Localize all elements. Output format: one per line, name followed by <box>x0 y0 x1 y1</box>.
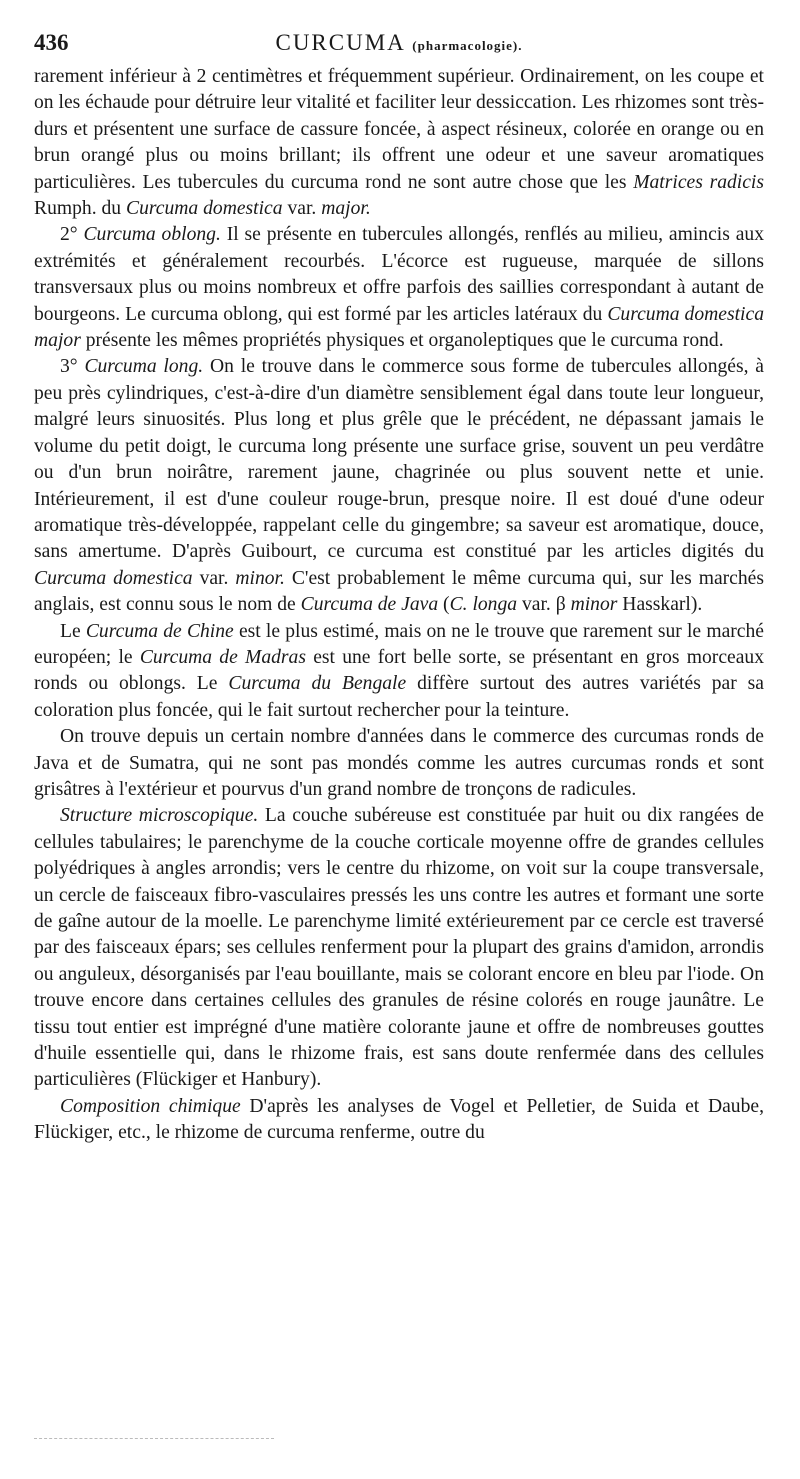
paragraph-7 <box>34 1094 764 1147</box>
paragraph-3 <box>34 354 764 618</box>
italic-run: Structure microscopique. <box>60 805 259 827</box>
paragraph-6 <box>34 803 764 1093</box>
running-head-title: CURCUMA <box>275 30 405 55</box>
italic-run: Curcuma de Chine <box>85 620 234 642</box>
text-run: 3° <box>60 356 85 378</box>
text-run: D'après les analyses de Vogel et Pelletier, de Suida et Daube, Flückiger, etc., le rhizome de curcuma renferme, outre du <box>34 1095 764 1144</box>
text-run: est une fort belle sorte, se présentant en gros morceaux ronds ou oblongs. Le <box>34 646 765 695</box>
text-run: Le <box>60 620 86 642</box>
text-run: Hasskarl). <box>617 594 703 616</box>
text-run: var. <box>192 567 236 589</box>
italic-run: C. longa <box>449 594 518 616</box>
italic-run: major. <box>321 198 371 220</box>
text-run: diffère surtout des autres variétés par sa coloration plus foncée, qui le fait surtout rechercher pour la teinture. <box>34 673 764 721</box>
text-run: On le trouve dans le commerce sous forme de tubercules allongés, à peu près cylindriques, c'est-à-dire d'un diamètre sensiblement égal dans toute leur longueur, malgré leurs sinuosités. Plus long et plus grêle que le précédent, ne dépassant jamais le volume du petit doigt, le curcuma long présente une surface grise, souvent un peu verdâtre ou d'un brun noirâtre, rarement jaune, chagrinée ou plus souvent nette et unie. Intérieurement, il est d'une couleur rouge-brun, presque noire. Il est doué d'une odeur aromatique très-développée, rappelant celle du gingembre; sa saveur est aromatique, douce, sans amertume. D'après Guibourt, ce curcuma est constitué par les articles digités du <box>34 356 765 563</box>
italic-run: Curcuma du Bengale <box>228 673 407 695</box>
text-run: La couche subéreuse est constituée par huit ou dix rangées de cellules tabulaires; le parenchyme de la couche corticale moyenne offre de grandes cellules polyédriques à angles arrondis; vers le centre du rhizome, on voit sur la coupe transversale, un cercle de faisceaux fibro-vasculaires pressés les uns contre les autres et formant une sorte de gaîne autour de la moelle. Le parenchyme limité extérieurement par ce cercle est traversé par des faisceaux épars; ses cellules renferment pour la plupart des grains d'amidon, arrondis ou anguleux, désorganisés par l'eau bouillante, mais se colorant encore en bleu par l'iode. On trouve encore dans certaines cellules des granules de résine colorés en rouge jaunâtre. Le tissu tout entier est imprégné d'une matière colorante jaune et offre de nombreuses gouttes d'huile essentielle qui, dans le rhizome frais, est sans doute renfermée dans des cellules particulières (Flückiger et Hanbury). <box>34 805 764 1091</box>
italic-run: Matrices radicis <box>633 171 764 193</box>
paragraph-2 <box>34 222 764 354</box>
text-run: C'est probablement le même curcuma qui, sur les marchés anglais, est connu sous le nom de <box>34 567 764 616</box>
text-run: rarement inférieur à 2 centimètres et fréquemment supérieur. Ordinairement, on les coupe et on les échaude pour détruire leur vitalité et faciliter leur dessiccation. Les rhizomes sont très-durs et présentent une surface de cassure foncée, à aspect résineux, colorée en orange ou en brun orangé plus ou moins brillant; ils offrent une odeur et une saveur aromatiques particulières. Les tubercules du curcuma rond ne sont autre chose que les <box>34 66 764 193</box>
paragraph-1 <box>34 64 764 222</box>
text-run: ( <box>438 594 450 616</box>
text-run: Il se présente en tubercules allongés, renflés au milieu, amincis aux extrémités et généralement recourbés. L'écorce est rugueuse, marquée de sillons transversaux plus ou moins nombreux et offre parfois des saillies correspondant à autant de bourgeons. Le curcuma oblong, qui est formé par les articles latéraux du <box>34 224 764 325</box>
italic-run: Curcuma oblong. <box>83 224 221 246</box>
italic-run: Curcuma long. <box>84 356 204 378</box>
italic-run: Curcuma de Java <box>300 594 439 616</box>
text-run: Rumph. du <box>34 198 126 220</box>
paragraph-4 <box>34 619 764 725</box>
italic-run: minor. <box>235 567 285 589</box>
italic-run: Curcuma domestica major <box>34 303 764 352</box>
text-run: var. β <box>517 594 571 616</box>
italic-run: Curcuma domestica <box>34 567 193 589</box>
running-head <box>34 30 764 56</box>
italic-run: minor <box>570 594 618 616</box>
running-head-subtitle: (pharmacologie). <box>412 38 523 53</box>
body-text <box>34 64 764 1147</box>
text-run: 2° <box>60 224 84 246</box>
text-run: On trouve depuis un certain nombre d'années dans le commerce des curcumas ronds de Java et de Sumatra, qui ne sont pas mondés comme les autres curcumas ronds et sont grisâtres à l'extérieur et pourvus d'un grand nombre de tronçons de radicules. <box>34 726 764 800</box>
italic-run: Curcuma de Madras <box>139 646 306 668</box>
page-header <box>34 30 764 60</box>
italic-run: Composition chimique <box>60 1095 241 1117</box>
footer-rule <box>34 1438 274 1439</box>
paragraph-5 <box>34 724 764 803</box>
text-run: présente les mêmes propriétés physiques et organoleptiques que le curcuma rond. <box>80 330 724 352</box>
text-run: est le plus estimé, mais on ne le trouve que rarement sur le marché européen; le <box>34 620 764 668</box>
text-run: var. <box>282 198 322 220</box>
italic-run: Curcuma domestica <box>126 198 283 220</box>
page-number: 436 <box>34 30 69 55</box>
